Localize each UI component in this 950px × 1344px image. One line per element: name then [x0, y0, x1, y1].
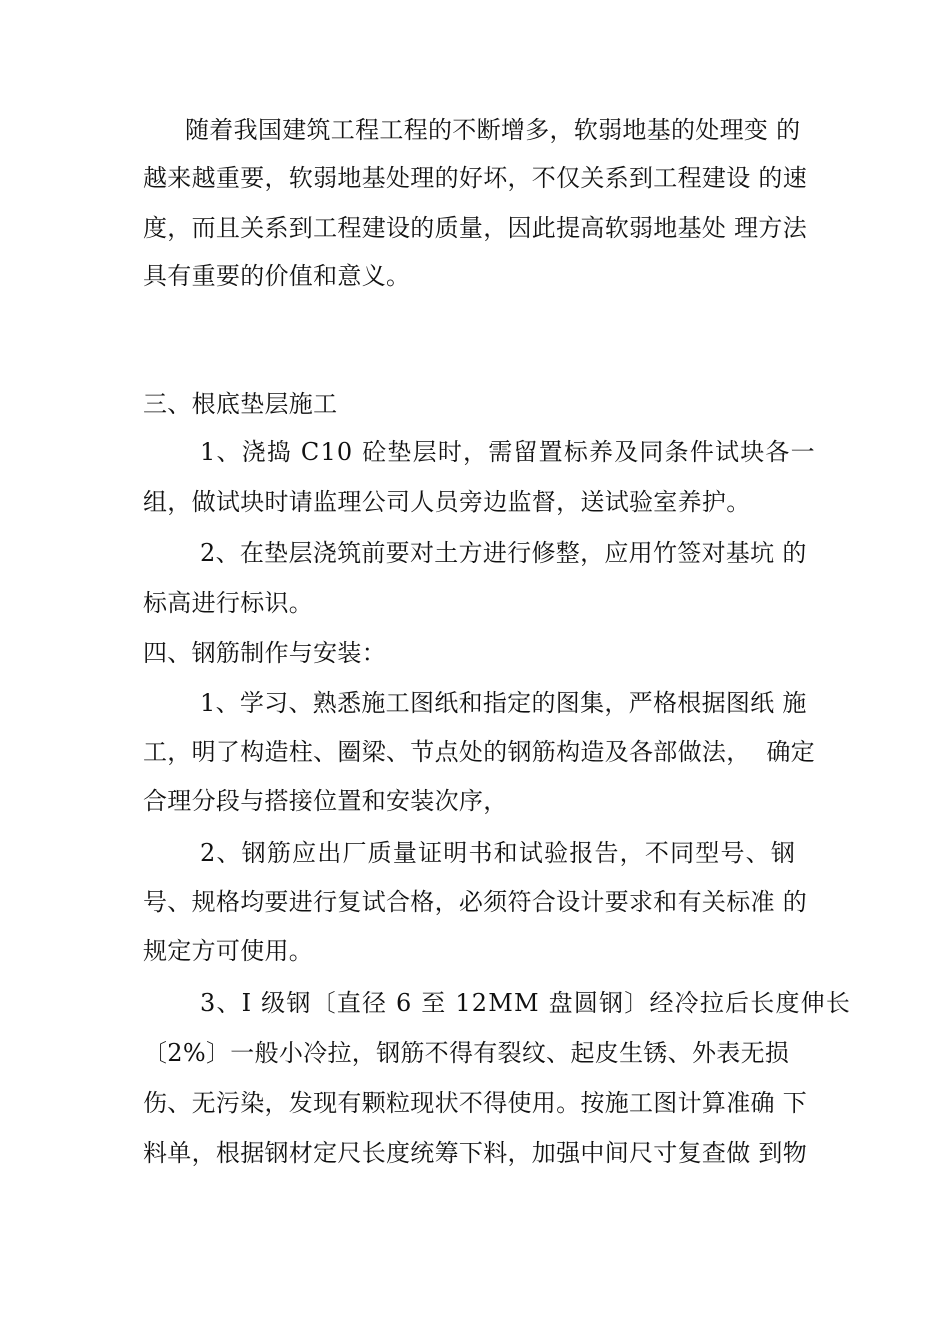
paragraph-line: 组，做试块时请监理公司人员旁边监督，送试验室养护。 — [143, 488, 751, 516]
paragraph-line: 标高进行标识。 — [143, 589, 314, 617]
paragraph-line: 具有重要的价值和意义。 — [143, 262, 411, 290]
paragraph-line: 规定方可使用。 — [143, 937, 314, 965]
paragraph-line: 越来越重要，软弱地基处理的好坏，不仅关系到工程建设 的速 — [143, 164, 808, 192]
paragraph-line: 3、I 级钢〔直径 6 至 12MM 盘圆钢〕经冷拉后长度伸长 — [200, 989, 852, 1017]
paragraph-line: 〔2%〕一般小冷拉，钢筋不得有裂纹、起皮生锈、外表无损 — [143, 1039, 790, 1067]
paragraph-line: 合理分段与搭接位置和安装次序， — [143, 787, 508, 815]
section-heading: 四、钢筋制作与安装： — [143, 639, 386, 667]
paragraph-line: 度，而且关系到工程建设的质量，因此提高软弱地基处 理方法 — [143, 214, 808, 242]
paragraph-line: 伤、无污染，发现有颗粒现状不得使用。按施工图计算准确 下 — [143, 1089, 808, 1117]
paragraph-line: 2、在垫层浇筑前要对土方进行修整，应用竹签对基坑 的 — [200, 539, 807, 567]
section-heading: 三、根底垫层施工 — [143, 390, 338, 418]
paragraph-line: 随着我国建筑工程工程的不断增多，软弱地基的处理变 的 — [185, 116, 801, 144]
paragraph-line: 1、浇捣 C10 砼垫层时，需留置标养及同条件试块各一 — [200, 438, 816, 466]
paragraph-line: 工，明了构造柱、圈梁、节点处的钢筋构造及各部做法， 确定 — [143, 738, 815, 766]
paragraph-line: 号、规格均要进行复试合格，必须符合设计要求和有关标准 的 — [143, 888, 808, 916]
paragraph-line: 2、钢筋应出厂质量证明书和试验报告，不同型号、钢 — [200, 839, 797, 867]
paragraph-line: 料单，根据钢材定尺长度统筹下料，加强中间尺寸复查做 到物 — [143, 1139, 808, 1167]
paragraph-line: 1、学习、熟悉施工图纸和指定的图集，严格根据图纸 施 — [200, 689, 807, 717]
